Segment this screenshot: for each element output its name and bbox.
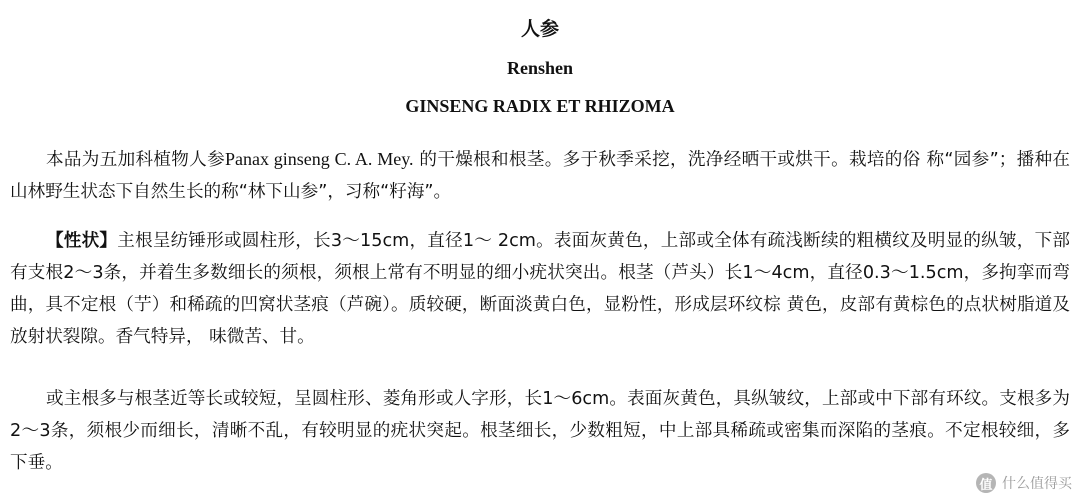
paragraph-characteristics	[10, 225, 1070, 353]
latin-species-name: Panax ginseng C. A. Mey.	[224, 149, 414, 169]
paragraph-wild-variant	[10, 383, 1070, 479]
document-title: 人参	[520, 18, 559, 40]
watermark	[976, 473, 1072, 493]
section-label: 【性状】	[46, 231, 118, 251]
watermark-logo-icon: 值	[976, 473, 996, 493]
paragraph-text: 本品为五加科植物人参	[46, 150, 225, 170]
document-subtitle-pinyin: Renshen	[506, 58, 573, 78]
paragraph-text: 的干燥根和根茎。多于秋季采挖，洗净经晒干或烘干。栽培的俗 称“园参”；播种在山林野生状态下自然生长的称“林下山参”，习称“籽海”。	[10, 150, 1070, 202]
document-subtitle-latin: GINSENG RADIX ET RHIZOMA	[405, 96, 675, 116]
watermark-text: 什么值得买	[1002, 476, 1072, 492]
paragraph-text: 主根呈纺锤形或圆柱形，长3～15cm，直径1～ 2cm。表面灰黄色，上部或全体有疏浅断续的粗横纹及明显的纵皱，下部有支根2～3条，并着生多数细长的须根，须根上常有不明显的细小疣状突出。根茎（芦头）长1～4cm，直径0.3～1.5cm，多拘挛而弯曲，具不定根（艼）和稀疏的凹窝状茎痕（芦碗）。质较硬，断面淡黄白色，显粉性，形成层环纹棕 黄色，皮部有黄棕色的点状树脂道及放射状裂隙。香气特异， 味微苦、甘。	[10, 231, 1070, 347]
paragraph-definition	[10, 143, 1070, 208]
paragraph-text: 或主根多与根茎近等长或较短，呈圆柱形、菱角形或人字形，长1～6cm。表面灰黄色，具纵皱纹，上部或中下部有环纹。支根多为2～3条，须根少而细长，清晰不乱，有较明显的疣状突起。根茎细长，少数粗短，中上部具稀疏或密集而深陷的茎痕。不定根较细，多下垂。	[10, 389, 1070, 473]
